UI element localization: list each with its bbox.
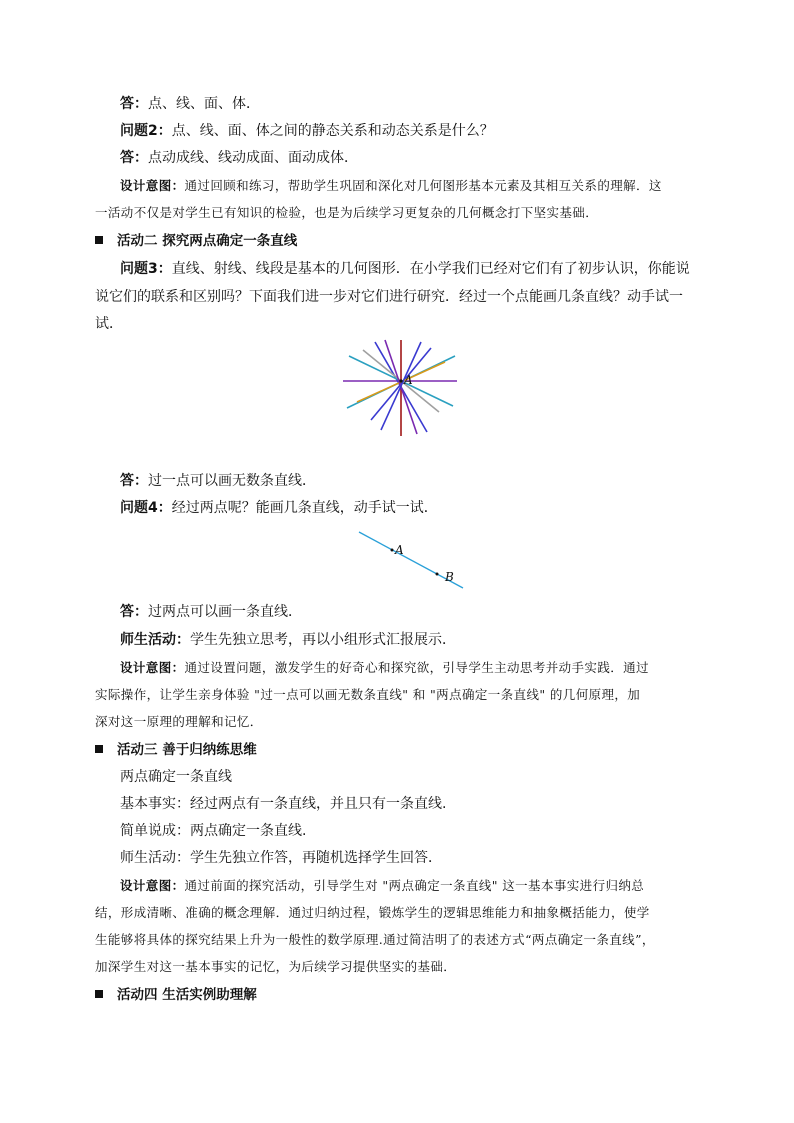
design-intent-3-line-4: 加深学生对这一基本事实的记忆，为后续学习提供坚实的基础． bbox=[95, 959, 457, 974]
answer-2-label: 答： bbox=[120, 150, 148, 166]
line-through-two-points-figure bbox=[355, 526, 470, 592]
design-intent-2-line-1 bbox=[120, 659, 649, 677]
fig1-point-a bbox=[399, 379, 402, 382]
question-4-label: 问题4： bbox=[120, 500, 172, 516]
question-3-label: 问题3： bbox=[120, 261, 172, 277]
basic-fact-text: 经过两点有一条直线，并且只有一条直线. bbox=[190, 796, 447, 812]
activity-2-title: 活动二 探究两点确定一条直线 bbox=[117, 233, 298, 249]
question-3-line-3: 试． bbox=[95, 316, 123, 332]
activity-3-title: 活动三 善于归纳练思维 bbox=[117, 742, 257, 758]
design-intent-2-label: 设计意图： bbox=[120, 660, 185, 675]
figure-1-lines bbox=[343, 340, 457, 436]
design-intent-3-label: 设计意图： bbox=[120, 878, 185, 893]
short-statement-label: 简单说成： bbox=[120, 823, 190, 839]
answer-3 bbox=[120, 472, 316, 490]
fig1-label-a: A bbox=[404, 373, 413, 387]
activity-3-label: 师生活动： bbox=[120, 850, 190, 866]
design-intent-1-line-1 bbox=[120, 177, 662, 195]
question-2-label: 问题2： bbox=[120, 123, 172, 139]
short-statement-text: 两点确定一条直线. bbox=[190, 823, 307, 839]
answer-2 bbox=[120, 149, 358, 167]
answer-4-label: 答： bbox=[120, 604, 148, 620]
bullet-square-icon bbox=[95, 990, 103, 998]
bullet-square-icon bbox=[95, 236, 103, 244]
answer-1 bbox=[120, 95, 260, 113]
question-2-text: 点、线、面、体之间的静态关系和动态关系是什么？ bbox=[171, 123, 494, 139]
design-intent-2-text: 通过设置问题，激发学生的好奇心和探究欲，引导学生主动思考并动手实践．通过 bbox=[184, 660, 649, 675]
question-3-line-1 bbox=[120, 260, 690, 278]
fig2-point-b bbox=[436, 573, 439, 576]
design-intent-3-line-3: 生能够将具体的探究结果上升为一般性的数学原理.通过简洁明了的表述方式“两点确定一条直线”， bbox=[95, 932, 655, 947]
answer-4-text: 过两点可以画一条直线． bbox=[148, 604, 302, 620]
fig2-label-a: A bbox=[395, 543, 404, 557]
design-intent-2-line-2: 实际操作，让学生亲身体验 "过一点可以画无数条直线" 和 "两点确定一条直线" 的几何原理，加 bbox=[95, 687, 641, 702]
activity-2-heading bbox=[95, 232, 297, 250]
activity-4-title: 活动四 生活实例助理解 bbox=[117, 987, 257, 1003]
question-4 bbox=[120, 499, 438, 517]
question-4-text: 经过两点呢？能画几条直线，动手试一试． bbox=[171, 500, 438, 516]
activity-3-heading bbox=[95, 741, 257, 759]
basic-fact-label: 基本事实： bbox=[120, 796, 190, 812]
question-3-line-2: 说它们的联系和区别吗？下面我们进一步对它们进行研究．经过一个点能画几条直线？动手试一 bbox=[95, 289, 683, 305]
fig2-label-b: B bbox=[445, 570, 454, 584]
activity-3-line-1: 两点确定一条直线 bbox=[120, 769, 232, 785]
answer-1-text: 点、线、面、体． bbox=[148, 96, 260, 112]
design-intent-1-label: 设计意图： bbox=[120, 178, 185, 193]
design-intent-1-text: 通过回顾和练习，帮助学生巩固和深化对几何图形基本元素及其相互关系的理解．这 bbox=[184, 178, 662, 193]
answer-2-text: 点动成线、线动成面、面动成体． bbox=[148, 150, 358, 166]
activity-4-heading bbox=[95, 986, 257, 1004]
activity-2-label: 师生活动： bbox=[120, 632, 190, 648]
answer-1-label: 答： bbox=[120, 96, 148, 112]
design-intent-1-line-2: 一活动不仅是对学生已有知识的检验，也是为后续学习更复杂的几何概念打下坚实基础． bbox=[95, 205, 599, 220]
teacher-student-activity-3 bbox=[120, 849, 442, 867]
design-intent-3-line-1 bbox=[120, 877, 644, 895]
lines-through-point-figure bbox=[335, 338, 465, 438]
activity-2-text: 学生先独立思考，再以小组形式汇报展示． bbox=[190, 632, 456, 648]
answer-3-text: 过一点可以画无数条直线． bbox=[148, 473, 316, 489]
design-intent-3-text: 通过前面的探究活动，引导学生对 "两点确定一条直线" 这一基本事实进行归纳总 bbox=[184, 878, 645, 893]
bullet-square-icon bbox=[95, 745, 103, 753]
activity-3-text: 学生先独立作答，再随机选择学生回答． bbox=[190, 850, 442, 866]
answer-4 bbox=[120, 603, 302, 621]
design-intent-3-line-2: 结，形成清晰、准确的概念理解．通过归纳过程，锻炼学生的逻辑思维能力和抽象概括能力，使学 bbox=[95, 905, 650, 920]
teacher-student-activity-2 bbox=[120, 631, 456, 649]
design-intent-2-line-3: 深对这一原理的理解和记忆． bbox=[95, 714, 263, 729]
short-statement bbox=[120, 822, 306, 840]
fig2-point-a bbox=[391, 549, 394, 552]
question-3-text: 直线、射线、线段是基本的几何图形．在小学我们已经对它们有了初步认识，你能说 bbox=[171, 261, 690, 277]
answer-3-label: 答： bbox=[120, 473, 148, 489]
question-2 bbox=[120, 122, 494, 140]
basic-fact bbox=[120, 795, 446, 813]
